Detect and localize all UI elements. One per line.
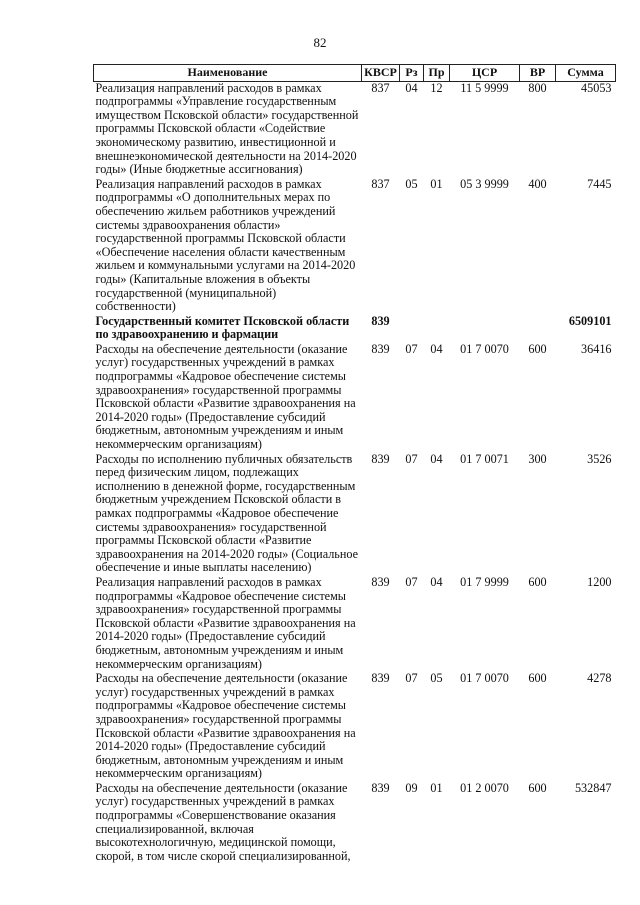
cell-csr: 11 5 9999 <box>460 80 509 95</box>
cell-csr: 01 2 0070 <box>460 780 509 795</box>
cell-rz: 07 <box>405 451 418 466</box>
table-row <box>94 453 616 576</box>
cell-sum: 3526 <box>587 451 612 466</box>
budget-table <box>93 64 616 864</box>
table-row <box>94 672 616 782</box>
table-row <box>94 343 616 453</box>
table-row <box>94 576 616 672</box>
cell-kvsr: 837 <box>371 176 390 191</box>
header-sum: Сумма <box>556 65 616 82</box>
cell-pr <box>424 315 450 343</box>
cell-kvsr: 839 <box>371 574 390 589</box>
cell-rz <box>400 315 424 343</box>
header-csr: ЦСР <box>450 65 520 82</box>
cell-sum: 6509101 <box>568 313 612 328</box>
table-row <box>94 782 616 865</box>
cell-rz: 05 <box>405 176 418 191</box>
header-vr: ВР <box>520 65 556 82</box>
cell-name: Реализация направлений расходов в рамках подпрограммы «Кадровое обеспечение системы здравоохранения» государственной программы Псковской области «Развитие здравоохранения на 2014-2020 годы» (Предоставление субсидий бюджетным, автономным учреждениям и иным некоммерческим организациям) <box>95 574 356 671</box>
cell-rz: 07 <box>405 574 418 589</box>
cell-kvsr: 839 <box>371 671 390 686</box>
header-pr: Пр <box>424 65 450 82</box>
cell-csr: 01 7 0070 <box>460 671 509 686</box>
cell-pr: 04 <box>430 574 443 589</box>
cell-name: Расходы по исполнению публичных обязательств перед физическим лицом, подлежащих исполнению в денежной форме, государственным бюджетным учреждением Псковской области в рамках подпрограммы «Кадровое обеспечение системы здравоохранения» государственной программы Псковской области «Развитие здравоохранения на 2014-2020 годы» (Социальное обеспечение и иные выплаты населению) <box>95 451 359 575</box>
cell-name: Реализация направлений расходов в рамках подпрограммы «Управление государственным имуществом Псковской области» государственной программы Псковской области «Содействие экономическому развитию, инвестиционной и внешнеэкономической деятельности на 2014-2020 годы» (Иные бюджетные ассигнования) <box>95 80 359 177</box>
cell-kvsr: 839 <box>371 780 390 795</box>
cell-pr: 05 <box>430 671 443 686</box>
cell-kvsr: 839 <box>371 313 390 328</box>
cell-csr: 01 7 0070 <box>460 341 509 356</box>
cell-csr: 01 7 0071 <box>460 451 509 466</box>
cell-vr: 600 <box>528 780 547 795</box>
cell-pr: 01 <box>430 176 443 191</box>
cell-vr <box>520 315 556 343</box>
cell-vr: 400 <box>528 176 547 191</box>
cell-kvsr: 837 <box>371 80 390 95</box>
cell-pr: 12 <box>430 80 443 95</box>
cell-name: Расходы на обеспечение деятельности (оказание услуг) государственных учреждений в рамках подпрограммы «Кадровое обеспечение системы здравоохранения» государственной программы Псковской области «Развитие здравоохранения на 2014-2020 годы» (Предоставление субсидий бюджетным, автономным учреждениям и иным некоммерческим организациям) <box>95 341 356 452</box>
cell-pr: 01 <box>430 780 443 795</box>
header-name: Наименование <box>94 65 362 82</box>
header-rz: Рз <box>400 65 424 82</box>
cell-sum: 7445 <box>587 176 612 191</box>
cell-vr: 600 <box>528 671 547 686</box>
cell-name: Расходы на обеспечение деятельности (оказание услуг) государственных учреждений в рамках подпрограммы «Совершенствование оказания специализированной, включая высокотехнологичную, медицинской помощи, скорой, в том числе скорой специализированной, <box>95 780 351 863</box>
cell-rz: 04 <box>405 80 418 95</box>
cell-name: Расходы на обеспечение деятельности (оказание услуг) государственных учреждений в рамках подпрограммы «Кадровое обеспечение системы здравоохранения» государственной программы Псковской области «Развитие здравоохранения на 2014-2020 годы» (Предоставление субсидий бюджетным, автономным учреждениям и иным некоммерческим организациям) <box>95 671 356 781</box>
cell-vr: 600 <box>528 341 547 356</box>
cell-csr <box>450 315 520 343</box>
table-row <box>94 81 616 178</box>
cell-sum: 4278 <box>587 671 612 686</box>
cell-sum: 1200 <box>587 574 612 589</box>
cell-pr: 04 <box>430 451 443 466</box>
header-kvsr: КВСР <box>362 65 400 82</box>
cell-kvsr: 839 <box>371 451 390 466</box>
cell-name: Реализация направлений расходов в рамках подпрограммы «О дополнительных мерах по обеспечению жильем работников учреждений системы здравоохранения области» государственной программы Псковской области «Обеспечение населения области качественным жильем и коммунальными услугами на 2014-2020 годы» (Капитальные вложения в объекты государственной (муниципальной) собственности) <box>95 176 356 314</box>
cell-rz: 07 <box>405 341 418 356</box>
cell-vr: 800 <box>528 80 547 95</box>
header-row <box>94 65 616 82</box>
cell-csr: 01 7 9999 <box>460 574 509 589</box>
page-number: 82 <box>313 35 327 50</box>
cell-sum: 36416 <box>581 341 612 356</box>
cell-name: Государственный комитет Псковской области по здравоохранению и фармации <box>95 313 350 342</box>
table-row <box>94 178 616 315</box>
cell-vr: 600 <box>528 574 547 589</box>
cell-rz: 07 <box>405 671 418 686</box>
table-row-section <box>94 315 616 343</box>
cell-csr: 05 3 9999 <box>460 176 509 191</box>
cell-pr: 04 <box>430 341 443 356</box>
cell-sum: 45053 <box>581 80 612 95</box>
cell-sum: 532847 <box>574 780 612 795</box>
cell-rz: 09 <box>405 780 418 795</box>
cell-kvsr: 839 <box>371 341 390 356</box>
cell-vr: 300 <box>528 451 547 466</box>
